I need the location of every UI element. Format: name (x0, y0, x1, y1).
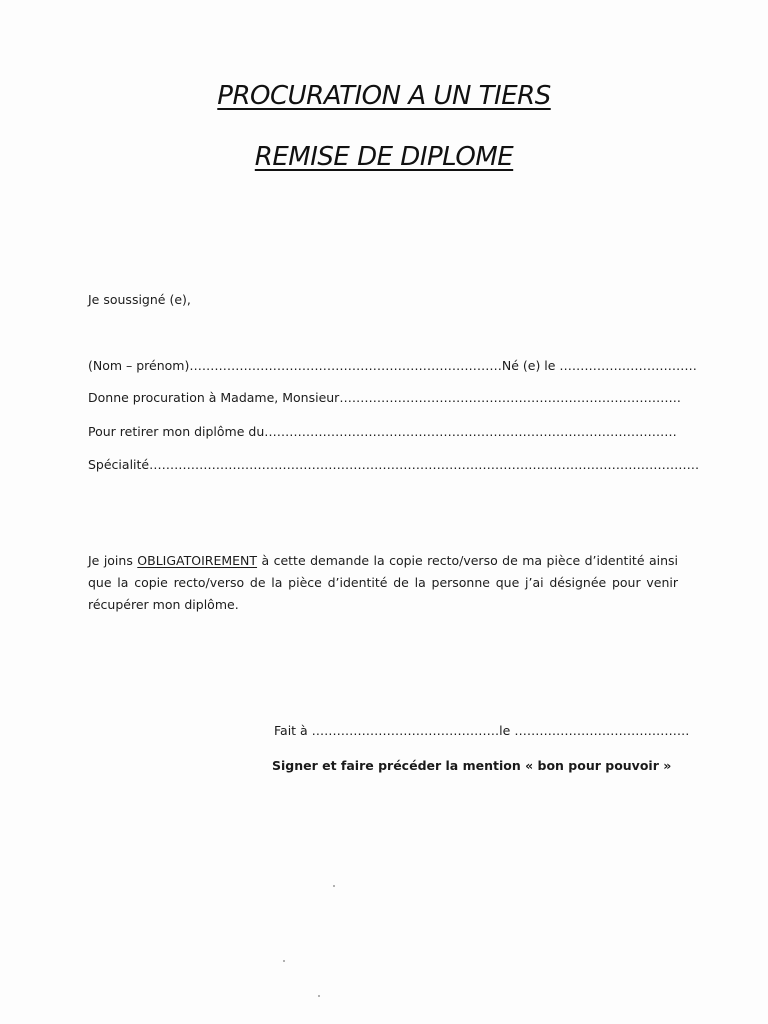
name-birthdate-field: (Nom – prénom)…………………………………………………………………Né (e) le …………………………… (88, 358, 697, 373)
paragraph-end: à cette demande la copie recto/verso de ma pièce d’identité ainsi que la copie recto/verso de la pièce d’identité de la personne que j’ai désignée pour venir récupérer mon diplôme. (88, 553, 678, 612)
paragraph-start: Je joins (88, 553, 138, 568)
diploma-field: Pour retirer mon diplôme du……………………………………………………………………………………… (88, 424, 677, 439)
specialty-field: Spécialité…………………………………………………………………………………………………………………… (88, 457, 700, 472)
place-date-field: Fait à ………………………………………le …………………………………… (274, 723, 690, 738)
attachment-paragraph (88, 550, 678, 616)
title-line-1: PROCURATION A UN TIERS (217, 81, 551, 111)
title-line-2: REMISE DE DIPLOME (254, 142, 514, 172)
proxy-person-field: Donne procuration à Madame, Monsieur………………………………………………………………………. (88, 390, 681, 405)
document-subtitle (0, 142, 768, 172)
scan-speck (333, 885, 335, 887)
document-title (0, 81, 768, 111)
signature-instruction: Signer et faire précéder la mention « bon pour pouvoir » (272, 758, 672, 773)
paragraph-emphasis: OBLIGATOIREMENT (137, 553, 258, 568)
scan-speck (283, 960, 285, 962)
scan-speck (318, 995, 320, 997)
intro-text: Je soussigné (e), (88, 292, 191, 307)
